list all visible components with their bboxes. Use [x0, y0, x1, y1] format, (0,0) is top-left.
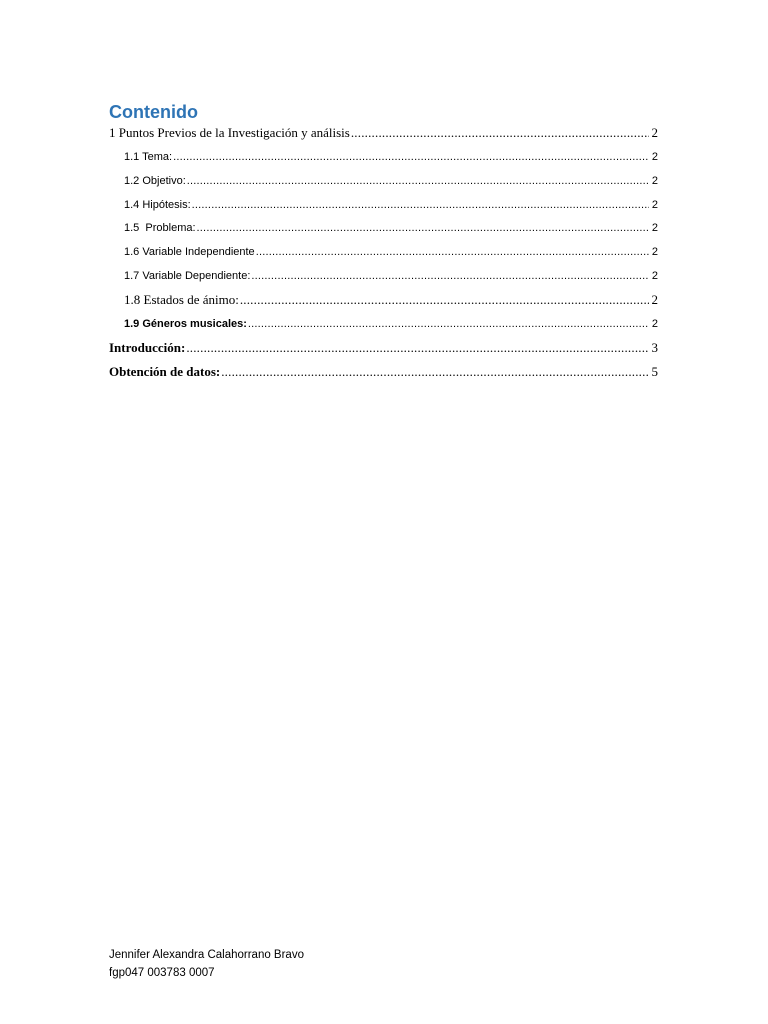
- toc-entry-variable-dependiente[interactable]: [124, 268, 658, 284]
- toc-entry-label: 1.9 Géneros musicales:: [124, 318, 247, 330]
- toc-entry-puntos-previos[interactable]: [109, 125, 658, 141]
- toc-entry-page: 5: [651, 364, 658, 379]
- toc-dot-leader: [186, 340, 648, 356]
- toc-dot-leader: [240, 292, 649, 308]
- toc-dot-leader: [187, 173, 649, 189]
- toc-entry-page: 2: [651, 151, 658, 163]
- toc-dot-leader: [351, 125, 649, 141]
- toc-entry-estados-de-animo[interactable]: [124, 292, 658, 308]
- toc-entry-label: 1.4 Hipótesis:: [124, 199, 191, 211]
- toc-entry-page: 2: [651, 222, 658, 234]
- toc-dot-leader: [251, 268, 648, 284]
- toc-entry-variable-independiente[interactable]: [124, 244, 658, 260]
- toc-dot-leader: [248, 316, 649, 332]
- toc-entry-generos-musicales[interactable]: [124, 316, 658, 332]
- toc-entry-label: 1.6 Variable Independiente: [124, 246, 255, 258]
- toc-dot-leader: [256, 244, 649, 260]
- toc-entry-label: 1.1 Tema:: [124, 151, 173, 163]
- toc-entry-label: 1.7 Variable Dependiente:: [124, 270, 251, 282]
- toc-entry-obtencion-de-datos[interactable]: [109, 364, 658, 380]
- toc-dot-leader: [173, 149, 649, 165]
- toc-entry-page: 2: [651, 199, 658, 211]
- toc-entry-label: Obtención de datos:: [109, 364, 221, 379]
- toc-entry-page: 2: [651, 318, 658, 330]
- toc-entry-page: 2: [651, 270, 658, 282]
- toc-entry-problema[interactable]: [124, 220, 658, 236]
- toc-dot-leader: [192, 197, 649, 213]
- toc-dot-leader: [197, 220, 649, 236]
- footer-author: Jennifer Alexandra Calahorrano Bravo: [109, 949, 304, 961]
- toc-entry-objetivo[interactable]: [124, 173, 658, 189]
- toc-entry-hipotesis[interactable]: [124, 197, 658, 213]
- toc-entry-tema[interactable]: [124, 149, 658, 165]
- footer-code: fgp047 003783 0007: [109, 967, 215, 979]
- toc-entry-page: 2: [651, 125, 658, 140]
- toc-entry-label: 1 Puntos Previos de la Investigación y análisis: [109, 125, 350, 140]
- toc-dot-leader: [221, 364, 648, 380]
- toc-entry-label: Introducción:: [109, 340, 186, 355]
- toc-heading: Contenido: [109, 102, 198, 122]
- toc-entry-label: 1.5 Problema:: [124, 222, 196, 234]
- toc-entry-page: 2: [651, 175, 658, 187]
- toc-entry-page: 2: [651, 292, 658, 307]
- toc-entry-label: 1.2 Objetivo:: [124, 175, 186, 187]
- toc-entry-page: 3: [651, 340, 658, 355]
- toc-entry-introduccion[interactable]: [109, 340, 658, 356]
- toc-entry-label: 1.8 Estados de ánimo:: [124, 292, 239, 307]
- toc-entry-page: 2: [651, 246, 658, 258]
